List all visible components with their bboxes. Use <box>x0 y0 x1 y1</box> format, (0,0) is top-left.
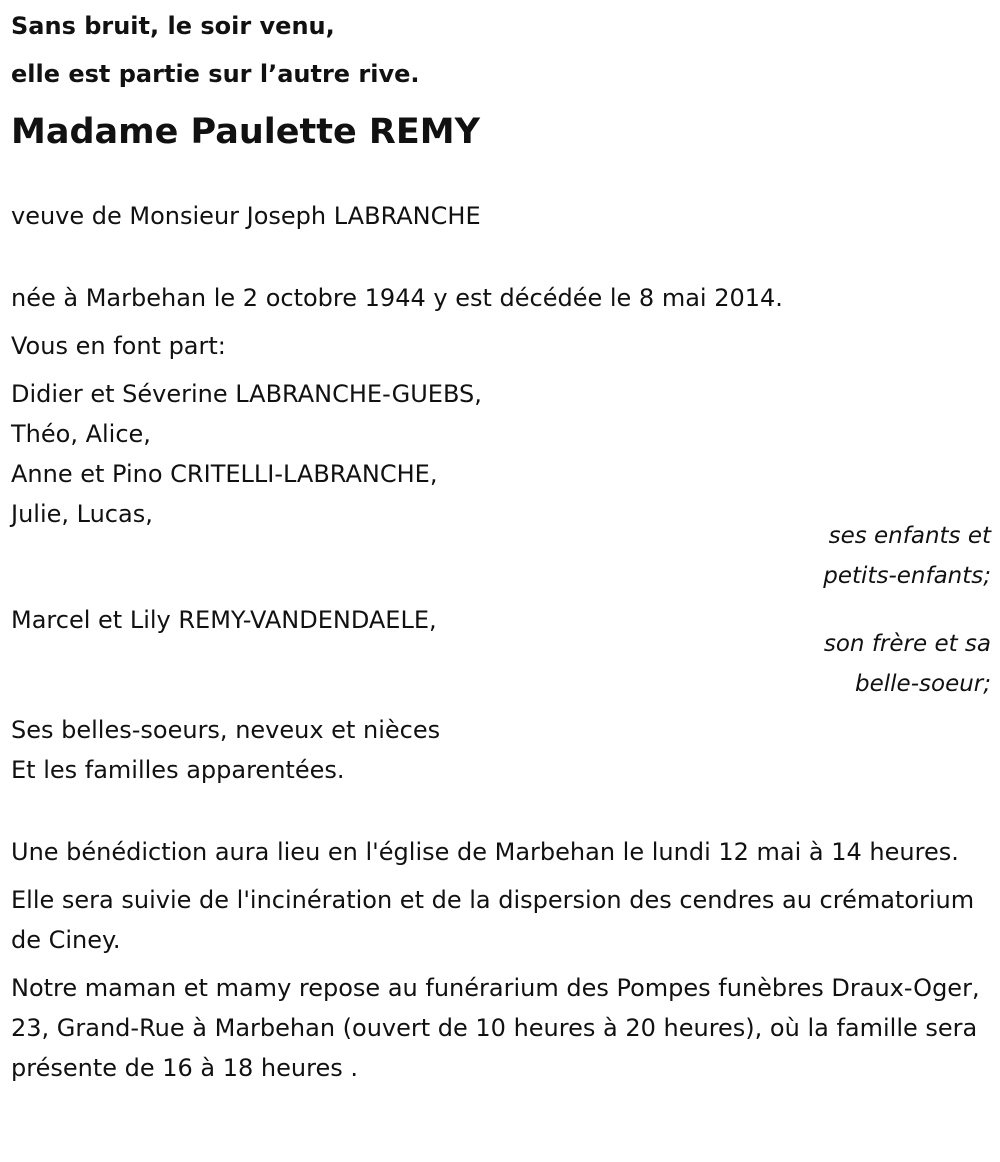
extended-family <box>11 710 991 790</box>
family-line: Anne et Pino CRITELLI-LABRANCHE, <box>11 460 438 488</box>
epigraph-line-2: elle est partie sur l’autre rive. <box>11 60 420 88</box>
deceased-name: Madame Paulette REMY <box>11 112 480 152</box>
obituary-document <box>11 0 991 1088</box>
cremation-paragraph: Elle sera suivie de l'incinération et de la dispersion des cendres au crématorium de Ciney. <box>11 886 975 954</box>
family-line: Didier et Séverine LABRANCHE-GUEBS, <box>11 380 482 408</box>
widow-of-line: veuve de Monsieur Joseph LABRANCHE <box>11 202 481 230</box>
birth-death-line: née à Marbehan le 2 octobre 1944 y est décédée le 8 mai 2014. <box>11 284 783 312</box>
children-relation <box>11 516 991 596</box>
relation-line: petits-enfants; <box>823 563 991 589</box>
sibling-group <box>11 600 991 704</box>
relation-line: belle-soeur; <box>855 671 991 697</box>
family-line: Marcel et Lily REMY-VANDENDAELE, <box>11 606 437 634</box>
blessing-paragraph: Une bénédiction aura lieu en l'église de Marbehan le lundi 12 mai à 14 heures. <box>11 838 959 866</box>
family-line: Théo, Alice, <box>11 420 151 448</box>
announcement-line: Vous en font part: <box>11 332 226 360</box>
family-line: Julie, Lucas, <box>11 500 153 528</box>
epigraph-line-1: Sans bruit, le soir venu, <box>11 12 335 40</box>
epigraph <box>11 2 991 98</box>
family-line: Ses belles-soeurs, neveux et nièces <box>11 716 441 744</box>
visitation-paragraph: Notre maman et mamy repose au funérarium des Pompes funèbres Draux-Oger, 23, Grand-Rue à Marbehan (ouvert de 10 heures à 20 heures), où la famille sera présente de 16 à 18 heures . <box>11 974 980 1082</box>
relation-line: ses enfants et <box>828 523 991 549</box>
children-group <box>11 374 991 596</box>
family-line: Et les familles apparentées. <box>11 756 345 784</box>
relation-line: son frère et sa <box>823 631 991 657</box>
